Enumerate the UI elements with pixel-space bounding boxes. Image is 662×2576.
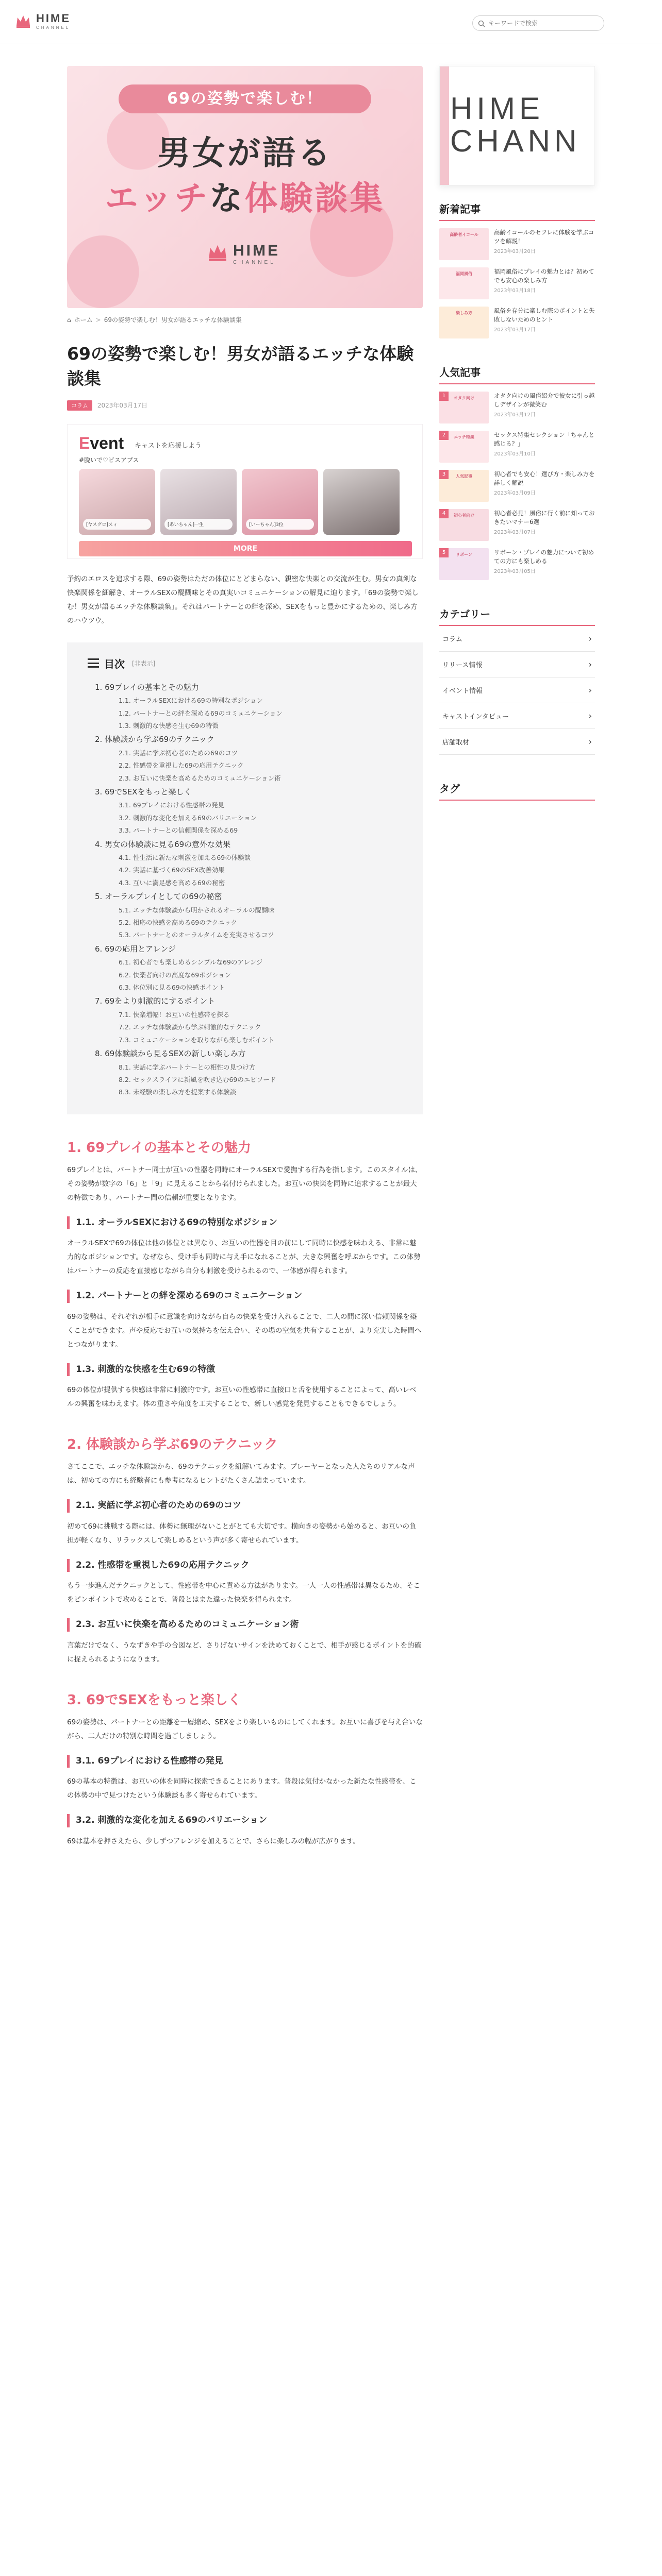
subsection-text: 言葉だけでなく、うなずきや手の合図など、さりげないサインを決めておくことで、相手が感じるポイントを的確に捉えられるようになります。	[67, 1641, 422, 1664]
event-card[interactable]	[242, 469, 318, 535]
event-subtitle: キャストを応援しよう	[135, 442, 202, 450]
event-card[interactable]	[160, 469, 237, 535]
hero-logo-sub: CHANNEL	[233, 259, 276, 265]
category-label: コラム	[442, 636, 462, 643]
search-icon[interactable]	[478, 20, 485, 27]
crown-icon	[14, 12, 32, 30]
crown-icon	[206, 241, 229, 266]
category-item[interactable]	[439, 652, 595, 677]
sidebar-post[interactable]	[439, 548, 595, 580]
toc-subitem[interactable]: 1.2. パートナーとの絆を深める69のコミュニケーション	[119, 709, 283, 717]
home-icon: ⌂	[67, 316, 71, 324]
post-date: 2023年03月12日	[494, 412, 536, 418]
post-title[interactable]: オタク向けの風俗紹介で彼女に引っ越しデザインが微笑む	[494, 392, 595, 408]
event-card[interactable]	[79, 469, 155, 535]
section-heading: 3. 69でSEXをもっと楽しく	[67, 1692, 241, 1708]
toc-subitem[interactable]: 3.1. 69プレイにおける性感帯の発見	[119, 801, 225, 809]
toc-subitem[interactable]: 7.3. コミュニケーションを取りながら楽しむポイント	[119, 1036, 275, 1044]
hero-logo	[206, 241, 280, 266]
subsection-text: もう一歩進んだテクニックとして、性感帯を中心に責める方法があります。一人一人の性感帯は異なるため、そこをピンポイントで攻めることで、普段とはまた違った快楽を得られます。	[67, 1582, 421, 1604]
hero-title-line2	[67, 172, 423, 219]
event-title	[79, 434, 124, 453]
section-heading: 1. 69プレイの基本とその魅力	[67, 1140, 251, 1156]
post-title[interactable]: 初心者必見！風俗に行く前に知っておきたいマナー6選	[494, 510, 595, 526]
toc-subitem[interactable]: 6.3. 体位別に見る69の快感ポイント	[119, 984, 225, 992]
rank-badge: 3	[439, 470, 449, 479]
subsection-heading: 2.1. 実話に学ぶ初心者のための69のコツ	[67, 1499, 423, 1513]
post-thumbnail[interactable]: 高齢者イコール	[439, 228, 489, 260]
chevron-right-icon: ›	[588, 685, 592, 695]
toc-list	[88, 680, 402, 1099]
toc-subitem[interactable]: 2.1. 実話に学ぶ初心者のための69のコツ	[119, 749, 238, 757]
sidebar-post[interactable]	[439, 228, 595, 260]
category-item[interactable]	[439, 626, 595, 652]
hero-badge: 69の姿勢で楽しむ！	[119, 84, 371, 113]
toc-subitem[interactable]: 4.2. 実話に基づく69のSEX改善効果	[119, 866, 225, 874]
sidebar-banner[interactable]	[439, 66, 595, 185]
post-thumbnail[interactable]: オタク向け	[439, 392, 489, 423]
sidebar-post[interactable]	[439, 431, 595, 463]
popular-posts-heading: 人気記事	[439, 364, 595, 384]
event-more-button[interactable]: MORE	[79, 541, 412, 556]
hero-title-line1: 男女が語る	[157, 134, 333, 173]
subsection-text: 69は基本を押さえたら、少しずつアレンジを加えることで、さらに楽しみの幅が広がります。	[67, 1837, 360, 1845]
toc-header	[88, 656, 402, 671]
section-lead: さてここで、エッチな体験談から、69のテクニックを紐解いてみます。プレーヤーとなった人たちのリアルな声は、初めての方にも経験者にも参考になるヒントがたくさん詰まっています。	[67, 1463, 415, 1485]
event-tag: #脱いで♡ビスアプス	[79, 456, 139, 464]
event-card-caption: [あいちゃん]一生	[164, 519, 233, 530]
subsection-text: 69の体位が提供する快感は非常に刺激的です。お互いの性感帯に直接口と舌を使用することによって、高いレベルの興奮を味わえます。体の重さや角度を工夫することで、新しい感覚を発見することもできるでしょう。	[67, 1386, 417, 1409]
event-title-rest: vent	[90, 433, 124, 452]
site-logo[interactable]	[14, 12, 71, 30]
subsection-heading: 3.2. 刺激的な変化を加える69のバリエーション	[67, 1814, 423, 1827]
main-content	[67, 66, 423, 1849]
event-card-caption: [いーちゃん]3位	[246, 519, 314, 530]
rank-badge: 4	[439, 509, 449, 518]
post-date: 2023年03月20日	[494, 249, 536, 255]
toc-subitem[interactable]: 6.2. 快楽者向けの高度な69ポジション	[119, 971, 231, 979]
rank-badge: 5	[439, 548, 449, 557]
hero-title-pink2: 体験談集	[244, 180, 385, 218]
hero-logo-main: HIME	[233, 242, 280, 259]
subsection-heading: 1.1. オーラルSEXにおける69の特別なポジション	[67, 1216, 423, 1230]
breadcrumb	[67, 315, 423, 324]
post-text	[494, 228, 595, 260]
toc-subitem[interactable]: 7.2. エッチな体験談から学ぶ刺激的なテクニック	[119, 1023, 261, 1031]
chevron-right-icon: ›	[588, 634, 592, 643]
subsection-heading: 1.3. 刺激的な快感を生む69の特徴	[67, 1363, 423, 1377]
post-thumbnail[interactable]: 楽しみ方	[439, 307, 489, 338]
category-list	[439, 626, 595, 755]
post-title[interactable]: 風俗を存分に楽しむ際のポイントと失敗しないためのヒント	[494, 307, 595, 323]
subsection-text: 69の姿勢は、それぞれが相手に意識を向けながら自らの快楽を受け入れることで、二人の間に深い信頼関係を築くことができます。声や反応でお互いの気持ちを伝え合い、その場の空気を共有することが、より充実した時間へとつながります。	[67, 1312, 422, 1349]
post-text	[494, 307, 595, 338]
sidebar-post[interactable]	[439, 392, 595, 423]
search-box	[472, 15, 604, 31]
section-heading: 2. 体験談から学ぶ69のテクニック	[67, 1437, 278, 1453]
post-meta	[67, 400, 423, 411]
subsection-heading: 3.1. 69プレイにおける性感帯の発見	[67, 1755, 423, 1768]
table-of-contents	[67, 642, 423, 1114]
rank-badge: 2	[439, 431, 449, 440]
section-lead: 69プレイとは、パートナー同士が互いの性器を同時にオーラルSEXで愛撫する行為を指します。このスタイルは、その姿勢が数字の「6」と「9」に見えることから名付けられました。お互いの快楽を同時に追求することが最大の特徴であり、パートナー間の信頼が重要となります。	[67, 1165, 422, 1202]
post-title[interactable]: 福岡風俗にプレイの魅力とは？初めてでも安心の楽しみ方	[494, 268, 594, 284]
toc-subitem[interactable]: 4.3. 互いに満足感を高める69の秘密	[119, 878, 225, 887]
subsection-heading: 1.2. パートナーとの絆を深める69のコミュニケーション	[67, 1290, 423, 1303]
toc-item[interactable]: 3. 69でSEXをもっと楽しく	[95, 787, 192, 796]
toc-item[interactable]: 2. 体験談から学ぶ69のテクニック	[95, 735, 214, 744]
category-item[interactable]	[439, 703, 595, 729]
logo-main-text: HIME	[36, 11, 71, 25]
post-date: 2023年03月05日	[494, 569, 536, 575]
post-text	[494, 431, 595, 463]
new-posts-heading: 新着記事	[439, 201, 595, 221]
post-date: 2023年03月09日	[494, 490, 536, 497]
toc-item[interactable]: 6. 69の応用とアレンジ	[95, 944, 176, 954]
category-heading: カテゴリー	[439, 606, 595, 626]
category-item[interactable]	[439, 729, 595, 755]
category-badge[interactable]: コラム	[67, 400, 92, 411]
event-card[interactable]	[323, 469, 400, 535]
new-posts-list	[439, 228, 595, 338]
post-text	[494, 392, 595, 423]
list-icon	[88, 658, 99, 668]
chevron-right-icon: ›	[588, 659, 592, 669]
post-date: 2023年03月17日	[494, 327, 536, 333]
hero-title-pink: エッチ	[105, 180, 210, 218]
post-title[interactable]: 初心者でも安心！選び方・楽しみ方を詳しく解説	[494, 470, 595, 486]
toc-subitem[interactable]: 5.3. パートナーとのオーラルタイムを充実させるコツ	[119, 931, 274, 939]
post-date: 2023年03月18日	[494, 288, 536, 294]
subsection-text: 69の基本の特徴は、お互いの体を同時に探索できることにあります。普段は気付かなかった新たな性感帯を、この体勢の中で見つけたという体験談も多く寄せられています。	[67, 1777, 417, 1800]
category-label: イベント情報	[442, 687, 483, 695]
category-label: リリース情報	[442, 662, 483, 669]
breadcrumb-current: 69の姿勢で楽しむ！男女が語るエッチな体験談集	[104, 316, 242, 324]
post-text	[494, 548, 595, 580]
toc-item[interactable]: 4. 男女の体験談に見る69の意外な効果	[95, 839, 231, 849]
toc-item[interactable]: 1. 69プレイの基本とその魅力	[95, 682, 199, 692]
subsection-text: 初めて69に挑戦する際には、体勢に無理がないことがとても大切です。横向きの姿勢から始めると、お互いの負担が軽くなり、リラックスして楽しめるという声が多く寄せられています。	[67, 1522, 417, 1545]
toc-item[interactable]: 8. 69体験談から見るSEXの新しい楽しみ方	[95, 1049, 246, 1059]
site-header	[0, 0, 662, 43]
toc-subitem[interactable]: 5.1. エッチな体験談から明かされるオーラルの醍醐味	[119, 906, 275, 914]
category-label: キャストインタビュー	[442, 713, 509, 721]
sidebar-banner-text: HIME CHANN	[450, 91, 581, 158]
subsection-text: オーラルSEXで69の体位は他の体位とは異なり、お互いの性器を目の前にして同時に快感を味わえる、非常に魅力的なポジションです。なぜなら、受け手も同時に与え手になれることが、大きな興奮を呼ぶからです。この体勢はパートナーの反応を直接感じながら自分も刺激を受けられるので、一体感が得られます。	[67, 1239, 421, 1276]
rank-badge: 1	[439, 392, 449, 401]
toc-subitem[interactable]: 2.2. 性感帯を重視した69の応用テクニック	[119, 761, 244, 770]
event-banner[interactable]	[67, 424, 423, 559]
toc-subitem[interactable]: 3.2. 刺激的な変化を加える69のバリエーション	[119, 814, 257, 822]
toc-subitem[interactable]: 6.1. 初心者でも楽しめるシンプルな69のアレンジ	[119, 958, 263, 967]
post-date: 2023年03月07日	[494, 530, 536, 536]
hero-title-dark: な	[209, 180, 245, 218]
toc-subitem[interactable]: 8.3. 未経験の楽しみ方を提案する体験談	[119, 1088, 236, 1096]
article-body	[67, 1137, 423, 1849]
post-text	[494, 509, 595, 541]
banner-stripe	[440, 66, 449, 185]
chevron-right-icon: ›	[588, 737, 592, 747]
toc-subitem[interactable]: 5.2. 相応の快感を高める69のテクニック	[119, 919, 237, 927]
post-text	[494, 470, 595, 502]
post-date: 2023年03月10日	[494, 451, 536, 457]
sidebar-post[interactable]	[439, 307, 595, 338]
toc-subitem[interactable]: 8.2. セックスライフに新風を吹き込む69のエピソード	[119, 1075, 276, 1083]
event-card-caption: [ヤスグロ]スィ	[83, 519, 151, 530]
sidebar-post[interactable]	[439, 267, 595, 299]
category-label: 店舗取材	[442, 739, 470, 747]
toc-subitem[interactable]: 3.3. パートナーとの信頼関係を深める69	[119, 826, 238, 835]
toc-subitem[interactable]: 4.1. 性生活に新たな刺激を加える69の体験談	[119, 854, 251, 862]
post-thumbnail[interactable]: 福岡風俗	[439, 267, 489, 299]
subsection-heading: 2.3. お互いに快楽を高めるためのコミュニケーション術	[67, 1618, 423, 1632]
post-thumbnail[interactable]: 初心者向け	[439, 509, 489, 541]
post-date: 2023年03月17日	[97, 402, 147, 410]
breadcrumb-separator: >	[95, 316, 101, 324]
popular-posts-list	[439, 392, 595, 580]
toc-subitem[interactable]: 1.3. 刺激的な快感を生む69の特徴	[119, 721, 219, 730]
category-item[interactable]	[439, 677, 595, 703]
tag-heading: タグ	[439, 781, 595, 801]
post-title[interactable]: リボーン・プレイの魅力について初めての方にも楽しめる	[494, 549, 594, 565]
post-title[interactable]: セックス特集セレクション「ちゃんと感じる？」	[494, 431, 594, 447]
chevron-right-icon: ›	[588, 711, 592, 721]
subsection-heading: 2.2. 性感帯を重視した69の応用テクニック	[67, 1559, 423, 1572]
intro-text: 予約のエロスを追求する際、69の姿勢はただの体位にとどまらない、親密な快楽との交流が生む。男女の真剣な快楽関係を細解き、オーラルSEXの醍醐味とその真実いコミュニケーションの解見に迫ります。「69の姿勢で楽しむ！男女が語るエッチな体験談集」。それはパートナーとの絆を深め、SEXをもっと豊かにするための、楽しみ方のハウツウ。	[67, 574, 419, 625]
page-title: 69の姿勢で楽しむ！男女が語るエッチな体験談集	[67, 344, 414, 388]
event-cards	[79, 469, 400, 535]
toc-subitem[interactable]: 1.1. オーラルSEXにおける69の特別なポジション	[119, 697, 263, 705]
breadcrumb-home[interactable]: ホーム	[74, 316, 93, 324]
search-input[interactable]	[488, 20, 591, 27]
toc-subitem[interactable]: 7.1. 快楽増幅！お互いの性感帯を探る	[119, 1010, 230, 1019]
toc-item[interactable]: 7. 69をより刺激的にするポイント	[95, 996, 216, 1006]
toc-subitem[interactable]: 2.3. お互いに快楽を高めるためのコミュニケーション術	[119, 774, 281, 782]
post-thumbnail[interactable]: エッチ特集	[439, 431, 489, 463]
logo-sub-text: CHANNEL	[36, 25, 71, 30]
toc-title: 目次	[104, 657, 125, 670]
sidebar-post[interactable]	[439, 509, 595, 541]
post-title[interactable]: 高齢イコールのセフレに体験を学ぶコツを解説！	[494, 229, 594, 245]
toc-subitem[interactable]: 8.1. 実話に学ぶパートナーとの相性の見つけ方	[119, 1063, 256, 1071]
post-thumbnail[interactable]: リボーン	[439, 548, 489, 580]
toc-toggle[interactable]: [非表示]	[132, 659, 156, 667]
post-thumbnail[interactable]: 人気記事	[439, 470, 489, 502]
post-text	[494, 267, 595, 299]
sidebar-post[interactable]	[439, 470, 595, 502]
hero-image	[67, 66, 423, 308]
section-lead: 69の姿勢は、パートナーとの距離を一層縮め、SEXをより楽しいものにしてくれます。お互いに喜びを与え合いながら、二人だけの特別な時間を過ごしましょう。	[67, 1718, 423, 1740]
event-title-e: E	[79, 433, 90, 452]
sidebar	[439, 66, 595, 801]
toc-item[interactable]: 5. オーラルプレイとしての69の秘密	[95, 892, 222, 902]
